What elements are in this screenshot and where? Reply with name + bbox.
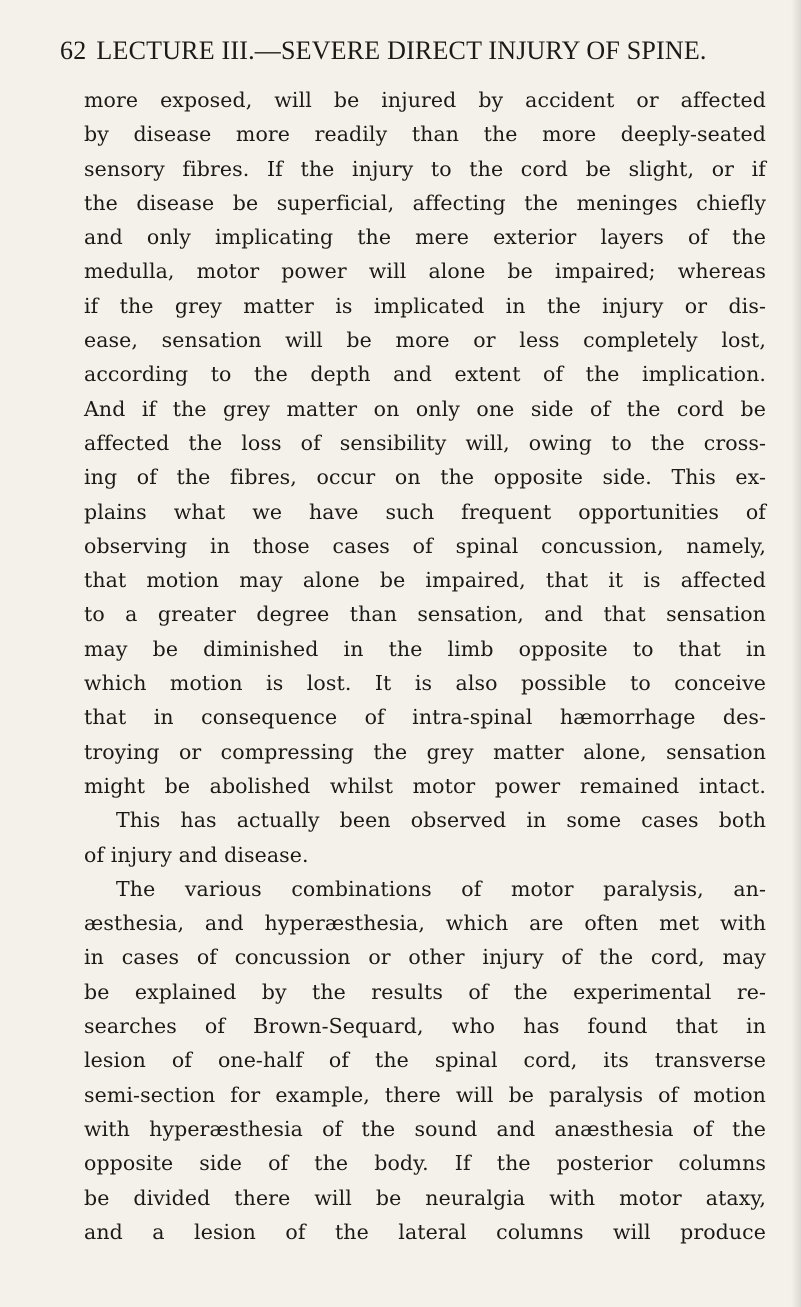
text-line: in cases of concussion or other injury of the cord, may <box>84 945 766 970</box>
text-line: more exposed, will be injured by accident or affected <box>84 88 766 112</box>
text-line: affected the loss of sensibility will, owing to the cross- <box>84 430 766 455</box>
text-line: opposite side of the body. If the posterior columns <box>84 1151 766 1176</box>
text-line: observing in those cases of spinal concussion, namely, <box>84 533 766 558</box>
text-line: ease, sensation will be more or less completely lost, <box>84 328 766 353</box>
text-line: plains what we have such frequent opportunities of <box>84 499 766 524</box>
text-line: ing of the fibres, occur on the opposite side. This ex- <box>84 465 766 490</box>
text-line: the disease be superficial, affecting the meninges chiefly <box>84 190 766 215</box>
text-line: troying or compressing the grey matter alone, sensation <box>84 739 766 764</box>
page-number: 62 <box>60 36 87 65</box>
text-line: The various combinations of motor paralysis, an- <box>116 876 766 901</box>
running-title: LECTURE III.—SEVERE DIRECT INJURY OF SPINE. <box>96 36 707 65</box>
text-line: medulla, motor power will alone be impaired; whereas <box>84 259 766 284</box>
running-head <box>60 36 740 66</box>
text-line: to a greater degree than sensation, and that sensation <box>84 602 766 627</box>
text-line: sensory fibres. If the injury to the cord be slight, or if <box>84 156 766 181</box>
text-line: which motion is lost. It is also possible to conceive <box>84 671 766 696</box>
text-line: semi-section for example, there will be paralysis of motion <box>84 1082 766 1107</box>
text-line: searches of Brown-Sequard, who has found that in <box>84 1014 766 1039</box>
body-text <box>84 83 766 1249</box>
text-line: if the grey matter is implicated in the injury or dis- <box>84 293 766 318</box>
text-line: æsthesia, and hyperæsthesia, which are often met with <box>84 911 766 936</box>
text-line: that in consequence of intra-spinal hæmorrhage des- <box>84 705 766 730</box>
text-line: according to the depth and extent of the implication. <box>84 362 766 387</box>
text-line: and only implicating the mere exterior layers of the <box>84 225 766 250</box>
text-line: and a lesion of the lateral columns will produce <box>84 1219 766 1244</box>
text-line: may be diminished in the limb opposite to that in <box>84 636 766 661</box>
text-line: lesion of one-half of the spinal cord, its transverse <box>84 1048 766 1073</box>
text-line: be divided there will be neuralgia with motor ataxy, <box>84 1185 766 1210</box>
text-line: with hyperæsthesia of the sound and anæsthesia of the <box>84 1116 766 1141</box>
text-line: might be abolished whilst motor power remained intact. <box>84 773 766 798</box>
text-line: by disease more readily than the more deeply-seated <box>84 122 766 147</box>
page-edge-shadow <box>791 0 801 1307</box>
text-line: of injury and disease. <box>84 842 309 867</box>
text-line: that motion may alone be impaired, that it is affected <box>84 568 766 593</box>
text-line: This has actually been observed in some cases both <box>116 808 766 833</box>
text-line: be explained by the results of the experimental re- <box>84 979 766 1004</box>
text-line: And if the grey matter on only one side of the cord be <box>84 396 766 421</box>
